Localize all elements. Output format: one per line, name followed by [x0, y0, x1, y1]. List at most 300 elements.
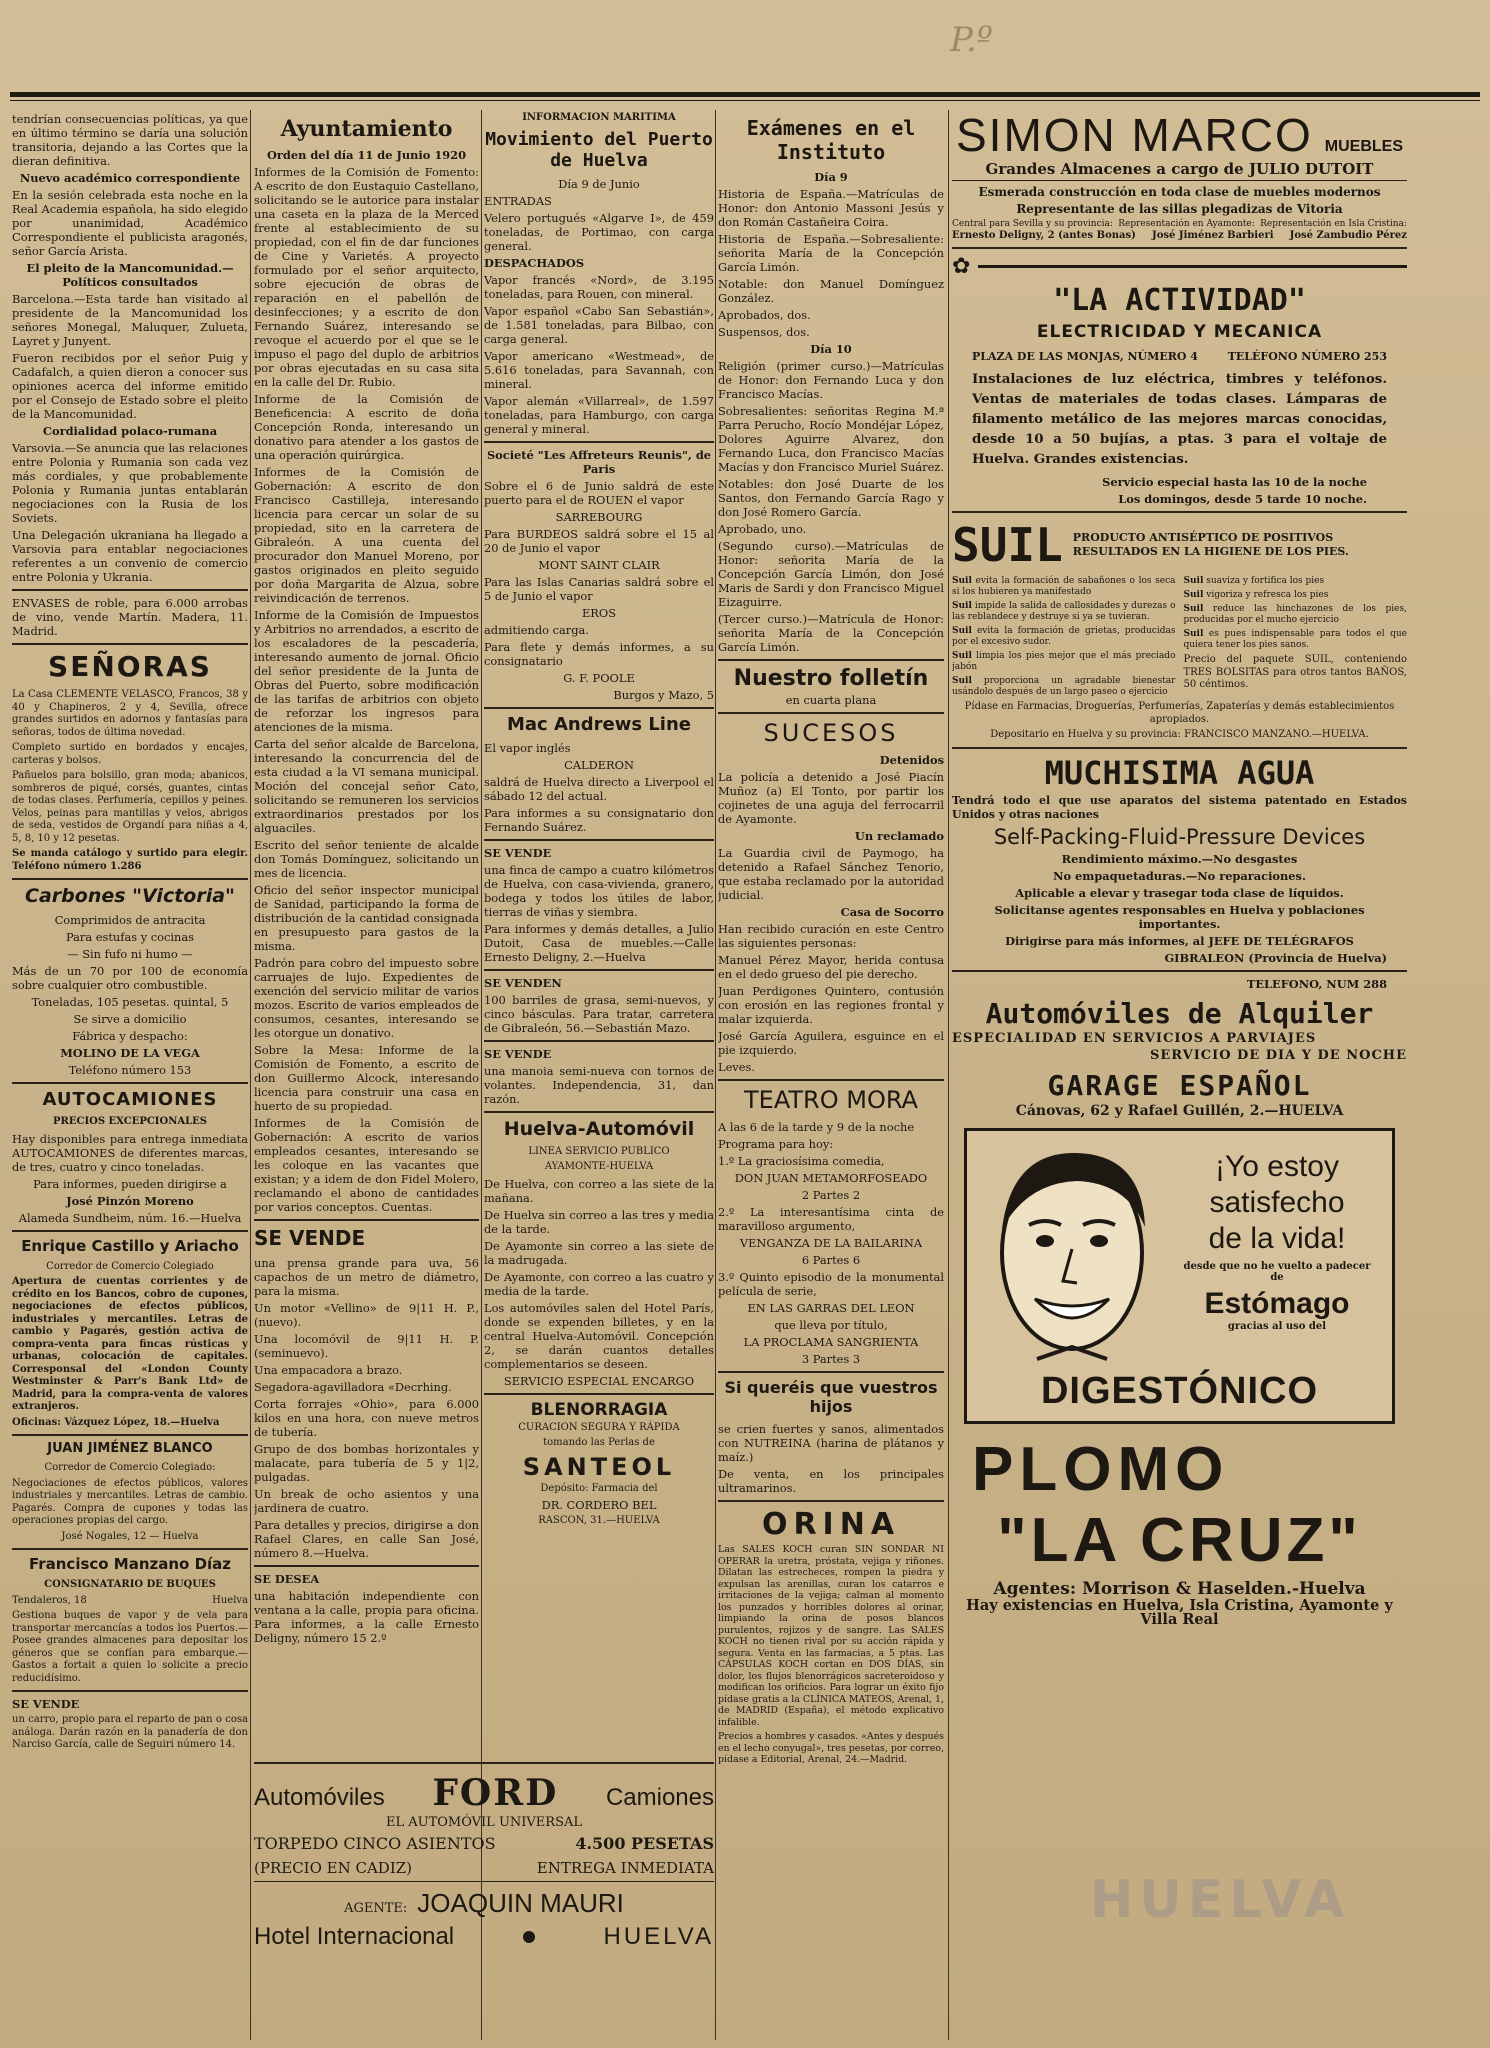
simon-agent: Ernesto Deligny, 2 (antes Bonas): [952, 230, 1136, 241]
ad-text: Sobre el 6 de Junio saldrá de este puerto para el de ROUEN el vapor: [484, 478, 714, 507]
ad-text: De venta, en los principales ultramarinos.: [718, 1467, 944, 1495]
ad-text: una finca de campo a cuatro kilómetros de Huelva, con casa-vivienda, granero, bodega y todos los útiles de labor, tierras de viñas y siembra.: [484, 862, 714, 919]
news-paragraph: Notable: don Manuel Domínguez González.: [718, 277, 944, 305]
actividad-phone: TELÉFONO NÚMERO 253: [1227, 350, 1387, 363]
ad-line: Burgos y Mazo, 5: [613, 687, 714, 702]
simon-header: [952, 108, 1407, 162]
news-paragraph: 3.º Quinto episodio de la monumental película de serie,: [718, 1270, 944, 1298]
dig-line: Estómago: [1204, 1286, 1350, 1320]
actividad-header: [952, 254, 1407, 279]
suil-word: Suil: [952, 676, 972, 686]
ford-price-note: (PRECIO EN CADIZ): [254, 1859, 413, 1877]
agua-line: No empaquetaduras.—No reparaciones.: [1053, 868, 1306, 883]
divider: [952, 247, 1407, 249]
news-paragraph: Juan Perdigones Quintero, contusión con erosión en las regiones frontal y malar izquierda.: [718, 984, 944, 1026]
plomo-agents: Agentes: Morrison & Haselden.-Huelva: [993, 1578, 1366, 1599]
news-headline: Nuevo académico correspondiente: [19, 171, 241, 185]
column-2: [254, 112, 479, 1762]
dig-line: ¡Yo estoy: [1215, 1149, 1339, 1183]
ad-line: Comprimidos de antracita: [54, 913, 206, 927]
ad-title: Carbones "Victoria": [25, 885, 235, 907]
subheading: DESPACHADOS: [484, 255, 585, 270]
suil-left: [952, 576, 1176, 701]
ad-title: JUAN JIMÉNEZ BLANCO: [47, 1441, 213, 1456]
ford-header: [254, 1772, 714, 1814]
ad-text: Para informes a su consignatario don Fernando Suárez.: [484, 805, 714, 834]
subheading: Detenidos: [879, 753, 944, 767]
actividad-subtitle: ELECTRICIDAD Y MECANICA: [1036, 322, 1323, 342]
simon-agents: [952, 219, 1407, 230]
program-item: que lleva por título,: [774, 1318, 888, 1332]
ad-text: De Ayamonte, con correo a las cuatro y media de la tarde.: [484, 1269, 714, 1298]
top-rule-thin: [10, 100, 1480, 101]
divider: [718, 1500, 944, 1502]
ad-title: Francisco Manzano Díaz: [28, 1555, 232, 1573]
auto-phone: TELEFONO, NUM 288: [1246, 976, 1387, 991]
ad-text: una prensa grande para uva, 56 capachos de un metro de diámetro, para la misma.: [254, 1256, 479, 1298]
simon-muebles: MUEBLES: [1324, 138, 1403, 155]
news-paragraph: Aprobado, uno.: [718, 522, 807, 536]
plomo-stock: Hay existencias en Huelva, Isla Cristina, Ayamonte y Villa Real: [966, 1596, 1393, 1628]
ad-text: Un motor «Vellino» de 9|11 H. P., (nuevo).: [254, 1301, 479, 1329]
ad-text: De Huelva sin correo a las tres y media de la tarde.: [484, 1207, 714, 1236]
agua-line: Tendrá todo el que use aparatos del sistema patentado en Estados Unidos y otras naciones: [952, 793, 1407, 821]
divider: [254, 1219, 479, 1221]
ad-text: La Casa CLEMENTE VELASCO, Francos, 38 y 40 y Chapineros, 2 y 4, Sevilla, ofrece grandes surtidos en adornos y fantasías para señoras, todos de última novedad.: [12, 689, 248, 738]
news-paragraph: Manuel Pérez Mayor, herida contusa en el dedo grueso del pie derecho.: [718, 953, 944, 981]
agua-line: Rendimiento máximo.—No desgastes: [1061, 851, 1298, 866]
divider: [12, 1434, 248, 1436]
divider: [718, 1371, 944, 1373]
ad-line: CALDERON: [564, 757, 634, 772]
column-1: [12, 112, 248, 2042]
suil-word: Suil: [1183, 629, 1204, 639]
ford-model: TORPEDO CINCO ASIENTOS: [254, 1834, 496, 1853]
agua-title: MUCHISIMA AGUA: [1044, 753, 1315, 792]
dig-line: de la vida!: [1208, 1221, 1346, 1255]
ad-line: LINEA SERVICIO PUBLICO: [528, 1145, 670, 1157]
ad-text: Se manda catálogo y surtido para elegir. Teléfono número 1.286: [12, 848, 248, 872]
actividad-service: Los domingos, desde 5 tarde 10 noche.: [1118, 492, 1367, 506]
divider: [12, 1548, 248, 1550]
ford-agent: JOAQUIN MAURI: [417, 1888, 624, 1918]
ad-text: 100 barriles de grasa, semi-nuevos, y cinco básculas. Para tratar, carretera de Gibraleón, 56.—Sebastián Mazo.: [484, 992, 714, 1035]
ad-title: SE DESEA: [254, 1572, 320, 1586]
column-divider: [715, 110, 716, 2040]
divider: [484, 1040, 714, 1042]
divider: [718, 659, 944, 661]
column-divider: [250, 110, 251, 2040]
divider: [484, 441, 714, 443]
divider: [12, 589, 248, 591]
ford-ad: [254, 1762, 714, 1984]
suil-word: Suil: [952, 576, 972, 586]
news-paragraph: Informe de la Comisión de Impuestos y Arbitrios no arrendados, a escrito de los escaladores de la pescadería, interesando aumento de jornal. Oficio del señor presidente de la Junta de Obras del Puerto, sobre modificación de las tarifas de arbitrios con objeto de reforzar los ingresos para atenciones de la misma.: [254, 608, 479, 734]
section-date: Día 9 de Junio: [558, 176, 640, 191]
news-paragraph: (Tercer curso.)—Matrícula de Honor: señorita María de la Concepción García Limón.: [718, 612, 944, 654]
ad-line: Toneladas, 105 pesetas. quintal, 5: [31, 995, 229, 1009]
ad-title: Huelva-Automóvil: [503, 1117, 695, 1140]
suil-word: Suil: [952, 651, 972, 661]
ad-line: Corredor de Comercio Colegiado:: [44, 1462, 216, 1473]
suil-sold: Pídase en Farmacias, Droguerías, Perfumerías, Zapaterías y demás establecimientos apropiados.: [964, 701, 1395, 725]
auto-subtitle: SERVICIO DE DIA Y DE NOCHE: [1149, 1047, 1407, 1063]
suil-word: Suil: [1183, 604, 1204, 614]
divider: [254, 1881, 714, 1882]
ad-line: RASCON, 31.—HUELVA: [538, 1515, 660, 1526]
ad-text: Completo surtido en bordados y encajes, carteras y bolsos.: [12, 742, 248, 766]
ad-line: MOLINO DE LA VEGA: [60, 1046, 200, 1060]
news-paragraph: Programa para hoy:: [718, 1137, 834, 1151]
suil-benefit: vigoriza y refresca los pies: [1206, 590, 1329, 600]
digestonico-brand: DIGESTÓNICO: [1040, 1369, 1319, 1412]
ad-line: Alameda Sundheim, núm. 16.—Huelva: [18, 1210, 242, 1225]
ford-price: 4.500 PESETAS: [575, 1834, 714, 1853]
section-title: SUCESOS: [763, 719, 899, 747]
news-headline: Cordialidad polaco-rumana: [42, 424, 218, 438]
suil-benefit: impide la salida de callosidades y durezas o las reblandece y destruye si ya se tuvieran.: [952, 601, 1176, 622]
section-title: Movimiento del Puerto de Huelva: [485, 128, 713, 171]
suil-body: [952, 576, 1407, 701]
suil-word: Suil: [952, 601, 972, 611]
actividad-title: "LA ACTIVIDAD": [1053, 283, 1306, 318]
ad-text: una habitación independiente con ventana a la calle, propia para oficina. Para informes, a la calle Ernesto Deligny, número 15 2.º: [254, 1589, 479, 1645]
divider: [718, 1079, 944, 1081]
ford-logo: FORD: [432, 1772, 559, 1814]
ford-agent-label: AGENTE:: [344, 1901, 408, 1916]
divider: [12, 1230, 248, 1232]
news-paragraph: Barcelona.—Esta tarde han visitado al presidente de la Mancomunidad los señores Monegal, Maluquer, Zulueta, Layret y Junyent.: [12, 292, 248, 348]
address-street: Tendaleros, 18: [12, 1594, 87, 1606]
actividad-service: Servicio especial hasta las 10 de la noche: [1102, 475, 1367, 489]
ford-hotel-row: [254, 1923, 714, 1951]
news-paragraph: A las 6 de la tarde y 9 de la noche: [718, 1120, 915, 1134]
agua-brand: Self-Packing-Fluid-Pressure Devices: [993, 824, 1366, 849]
suil-benefit: proporciona un agradable bienestar usándolo después de un largo paseo o ejercicio: [952, 676, 1176, 697]
ad-line: Para estufas y cocinas: [65, 930, 195, 944]
news-paragraph: Fueron recibidos por el señor Puig y Cadafalch, a quien dieron a conocer sus opiniones acerca del informe emitido por el Consejo de Estado sobre el pleito de la Mancomunidad.: [12, 351, 248, 421]
news-paragraph: Velero portugués «Algarve I», de 459 toneladas, de Portimao, con carga general.: [484, 210, 714, 253]
news-paragraph: Suspensos, dos.: [718, 325, 810, 339]
ad-title: BLENORRAGIA: [530, 1399, 668, 1420]
simon-agent-label: Representación en Isla Cristina:: [1260, 219, 1407, 229]
news-paragraph: Vapor español «Cabo San Sebastián», de 1.581 toneladas, para Bilbao, con carga general.: [484, 303, 714, 346]
ad-line: CONSIGNATARIO DE BUQUES: [44, 1579, 216, 1590]
digestonico-ad: [964, 1128, 1395, 1424]
divider: [484, 1111, 714, 1113]
simon-line: Representante de las sillas plegadizas de Vitoria: [1016, 202, 1343, 216]
suil-benefit: es pues indispensable para todos el que quiera tener los pies sanos.: [1183, 629, 1407, 650]
ad-text: Segadora-agavilladora «Decrhing.: [254, 1380, 452, 1394]
plomo-title: "LA CRUZ": [997, 1505, 1362, 1575]
ad-line: José Pinzón Moreno: [66, 1193, 194, 1208]
agua-line: Solicitanse agentes responsables en Huelva y poblaciones importantes.: [994, 902, 1365, 931]
ad-title: SE VENDE: [484, 1046, 552, 1061]
ad-text: Pañuelos para bolsillo, gran moda; abanicos, sombreros de piqué, corsés, guantes, cintas de todas clases. Perfumería, cepillos y peines. Velos, peinas para mantillas y velos, abrigos de seda, vestidos de Organdí para niñas a 4, 5, 8, 10 y 12 pesetas.: [12, 770, 248, 844]
simon-subtitle: Grandes Almacenes a cargo de JULIO DUTOIT: [985, 160, 1374, 178]
ad-text: Los automóviles salen del Hotel París, donde se expenden billetes, y en la central Huelva-Automóvil. Concepción 2, se darán cuantos detalles complementarios se deseen.: [484, 1300, 714, 1371]
dig-line: gracias al uso del: [1227, 1320, 1327, 1332]
ad-title: SE VENDE: [484, 845, 552, 860]
ad-text: El vapor inglés: [484, 740, 571, 755]
section-date: Día 9: [814, 170, 848, 184]
ad-text: Gestiona buques de vapor y de vela para transportar mercancías a todos los Puertos.—Posee grandes almacenes para depositar los géneros que se confían para embarque.—Gastos a fortait a quien lo solicite a precio reducidísimo.: [12, 1610, 248, 1684]
program-item: DON JUAN METAMORFOSEADO: [734, 1171, 928, 1185]
divider: [484, 707, 714, 709]
news-paragraph: Una Delegación ukraniana ha llegado a Varsovia para entablar negociaciones referentes a un convenio de comercio entre Polonia y Ukrania.: [12, 528, 248, 584]
dig-line: desde que no he vuelto a padecer de: [1183, 1260, 1371, 1283]
ad-text: Para las Islas Canarias saldrá sobre el 5 de Junio el vapor: [484, 574, 714, 603]
ad-text: Grupo de dos bombas horizontales y malacate, para tubería de 5 y 1|2, pulgadas.: [254, 1442, 479, 1484]
suil-benefit: suaviza y fortifica los pies: [1206, 576, 1325, 586]
classified-ad: ENVASES de roble, para 6.000 arrobas de vino, vende Martín. Madera, 11. Madrid.: [12, 596, 248, 638]
program-item: EN LAS GARRAS DEL LEON: [747, 1301, 915, 1315]
suil-benefit: limpia los pies mejor que el más preciado jabón: [952, 651, 1176, 672]
column-3: [484, 112, 714, 1762]
digestonico-text: [1177, 1149, 1377, 1332]
ad-line: PRECIOS EXCEPCIONALES: [53, 1116, 207, 1127]
ad-line: Corredor de Comercio Colegiado: [46, 1260, 214, 1272]
news-paragraph: Historia de España.—Matrículas de Honor: don Antonio Massoni Jesús y don Román Castañeira Coira.: [718, 187, 944, 229]
ad-line: Más de un 70 por 100 de economía sobre cualquier otro combustible.: [12, 964, 248, 992]
suil-word: Suil: [1183, 576, 1204, 586]
news-paragraph: Notables: don José Duarte de los Santos, don Fernando García Rago y don José Romero García.: [718, 477, 944, 519]
simon-agent-label: Central para Sevilla y su provincia:: [952, 219, 1113, 229]
ad-line: [12, 1595, 248, 1608]
divider: [952, 747, 1407, 749]
news-paragraph: En la sesión celebrada esta noche en la Real Academia española, ha sido elegido por unanimidad, Académico Correspondiente el publicista aragonés, señor García Arista.: [12, 188, 248, 258]
divider: [254, 1565, 479, 1567]
program-item: 2 Partes 2: [801, 1188, 861, 1202]
suil-depositary: Depositario en Huelva y su provincia: FRANCISCO MANZANO.—HUELVA.: [990, 729, 1369, 740]
ford-line: Camiones: [605, 1784, 714, 1811]
suil-title: SUIL: [952, 518, 1063, 572]
news-paragraph: tendrían consecuencias políticas, ya que en último término se daría una solución transitoria, dejando a las Cortes que la dieran definitiva.: [12, 112, 248, 168]
ad-text: Corta forrajes «Ohio», para 6.000 kilos en una hora, con nueve metros de tubería.: [254, 1397, 479, 1439]
divider: [484, 839, 714, 841]
suil-right: [1184, 576, 1408, 701]
column-divider: [948, 110, 949, 2040]
news-paragraph: José García Aguilera, esguince en el pie izquierdo.: [718, 1029, 944, 1057]
ad-text: Negociaciones de efectos públicos, valores industriales y mercantiles. Letras de cambio. Pagarés. Compra de cupones y todas las operaciones propias del cargo.: [12, 1477, 248, 1526]
ford-row: [254, 1834, 714, 1853]
ad-title: Societé "Les Affreteurs Reunis", de Paris: [486, 447, 712, 476]
news-headline: El pleito de la Mancomunidad.—Políticos consultados: [26, 261, 234, 289]
agua-line: Dirigirse para más informes, al JEFE DE TELÉGRAFOS: [1005, 933, 1354, 948]
simon-agent-label: Representación en Ayamonte:: [1118, 219, 1255, 229]
ad-line: AYAMONTE-HUELVA: [544, 1161, 654, 1172]
ad-text: Apertura de cuentas corrientes y de crédito en los Bancos, cobro de cupones, negociaciones de efectos públicos, industriales y mercantiles. Letras de cambio y Pagarés, gestión activa de compra-venta para fincas rústicas y urbanas, colocación de capitales. Corresponsal del «London County Westminster & Parr's Bank Ltd» de Madrid, para la compra-venta de valores extranjeros.: [12, 1276, 248, 1412]
ad-text: se crien fuertes y sanos, alimentados con NUTREINA (harina de plátanos y maíz.): [718, 1422, 944, 1464]
subheading: Un reclamado: [854, 829, 944, 843]
ad-line: tomando las Perlas de: [543, 1437, 655, 1448]
ad-title: SE VENDE: [254, 1226, 366, 1250]
suil-benefit: evita la formación de sabañones o los seca si los hubieren ya manifestado: [952, 576, 1176, 597]
subheading: Casa de Socorro: [840, 905, 944, 919]
ad-text: Para BURDEOS saldrá sobre el 15 al 20 de Junio el vapor: [484, 526, 714, 555]
section-subtitle: Orden del día 11 de Junio 1920: [266, 148, 467, 162]
news-paragraph: Leves.: [718, 1060, 755, 1074]
program-item: 3 Partes 3: [801, 1352, 861, 1366]
divider: [484, 1393, 714, 1395]
news-paragraph: Padrón para cobro del impuesto sobre carruajes de lujo. Expedientes de exención del servicio militar de varios mozos. Escrito de varios empleados de consumos, cesantes, interesando se les otorgue un donativo.: [254, 956, 479, 1040]
section-subtitle: en cuarta plana: [785, 693, 877, 707]
section-title: Nuestro folletín: [733, 666, 929, 691]
suil-word: Suil: [1183, 590, 1204, 600]
divider: [718, 712, 944, 714]
garage-title: GARAGE ESPAÑOL: [1047, 1068, 1312, 1102]
archive-watermark: HUELVA: [1090, 1870, 1351, 1930]
agua-line: GIBRALEON (Provincia de Huelva): [1164, 950, 1387, 965]
ad-title: Enrique Castillo y Ariacho: [21, 1236, 239, 1255]
divider: [952, 970, 1407, 972]
news-paragraph: 1.º La graciosísima comedia,: [718, 1154, 885, 1168]
news-paragraph: Aprobados, dos.: [718, 308, 811, 322]
suil-headline: PRODUCTO ANTISÉPTICO DE POSITIVOS RESULTADOS EN LA HIGIENE DE LOS PIES.: [1072, 531, 1349, 558]
dig-line: satisfecho: [1209, 1185, 1345, 1219]
section-title: Ayuntamiento: [280, 116, 453, 142]
ad-line: Para informes, pueden dirigirse a: [33, 1176, 227, 1191]
ad-text: Una empacadora a brazo.: [254, 1363, 403, 1377]
ford-delivery: ENTREGA INMEDIATA: [536, 1859, 714, 1877]
agua-line: Aplicable a elevar y trasegar toda clase de líquidos.: [1015, 885, 1344, 900]
ad-title: AUTOCAMIONES: [42, 1089, 218, 1110]
divider: [952, 180, 1407, 181]
column-divider: [481, 110, 482, 2040]
actividad-text: Instalaciones de luz eléctrica, timbres y teléfonos. Ventas de materiales de todas clases. Lámparas de filamento metálico de las mejores marcas conocidas, desde 10 a 50 bujías, a ptas. 3 para el voltaje de Huelva. Grandes existencias.: [972, 371, 1387, 467]
ad-line: SERVICIO ESPECIAL ENCARGO: [503, 1373, 695, 1388]
ad-line: G. F. POOLE: [563, 670, 635, 685]
suil-header: [952, 518, 1407, 572]
divider: [12, 643, 248, 645]
ad-line: Teléfono número 153: [68, 1063, 192, 1077]
ad-line: SARREBOURG: [555, 509, 643, 524]
news-paragraph: (Segundo curso).—Matrículas de Honor: señorita María de la Concepción García Limón, don José Maris de Sardi y don Francisco Miguel Eizaguirre.: [718, 539, 944, 609]
ad-line: Oficinas: Vázquez López, 18.—Huelva: [12, 1416, 220, 1428]
ad-line: Depósito: Farmacia del: [540, 1482, 658, 1494]
suil-word: Suil: [952, 626, 972, 636]
program-item: VENGANZA DE LA BAILARINA: [739, 1236, 923, 1250]
ad-line: DR. CORDERO BEL: [541, 1498, 657, 1512]
news-paragraph: 2.º La interesantísima cinta de maravilloso argumento,: [718, 1205, 944, 1233]
column-5: [952, 108, 1407, 2038]
news-paragraph: Informe de la Comisión de Beneficencia: A escrito de doña Concepción Ronda, interesando un donativo para atender a los gastos de una operación quirúrgica.: [254, 392, 479, 462]
ford-agent-row: [254, 1888, 714, 1919]
ad-title: ORINA: [761, 1507, 901, 1542]
section-date: Día 10: [810, 342, 852, 356]
man-illustration: [977, 1141, 1167, 1371]
news-paragraph: La policía a detenido a José Piacín Muñoz (a) El Tonto, por partir los cojinetes de una aguja del ferrocarril de Ayamonte.: [718, 770, 944, 826]
ad-title: Mac Andrews Line: [507, 713, 691, 735]
ad-line: José Nogales, 12 — Huelva: [61, 1530, 199, 1542]
suil-benefit: evita la formación de grietas, producidas por el excesivo sudor.: [952, 626, 1176, 647]
bullet-icon: [523, 1931, 535, 1943]
ad-title: SEÑORAS: [48, 650, 212, 683]
ad-line: EROS: [581, 605, 617, 620]
ford-line: Automóviles: [254, 1784, 385, 1811]
ad-text: Hay disponibles para entrega inmediata AUTOCAMIONES de diferentes marcas, de tres, cuatro y cinco toneladas.: [12, 1131, 248, 1174]
news-paragraph: Carta del señor alcalde de Barcelona, interesando la concurrencia del de esta ciudad a la VI semana municipal. Moción del concejal señor Cato, solicitando se remuneren los servicios extraordinarios prestados por los alguaciles.: [254, 737, 479, 835]
ad-title: SE VENDE: [12, 1697, 80, 1711]
ad-line: Fábrica y despacho:: [72, 1029, 188, 1043]
ad-line: CURACION SEGURA Y RÁPIDA: [518, 1421, 680, 1433]
news-paragraph: Informes de la Comisión de Gobernación: A escrito de varios empleados cesantes, interesando se les coloque en las vacantes que existan; y a idem de don Fidel Molero, reclamando el abono de cantidades por varios conceptos. Cuentas.: [254, 1116, 479, 1214]
program-item: 6 Partes 6: [801, 1253, 861, 1267]
ford-subtitle: EL AUTOMÓVIL UNIVERSAL: [385, 1815, 582, 1830]
section-title: Exámenes en el Instituto: [746, 116, 916, 164]
ad-text: De Ayamonte sin correo a las siete de la madrugada.: [484, 1238, 714, 1267]
simon-line: Esmerada construcción en toda clase de muebles modernos: [978, 185, 1381, 199]
ad-text: una manoia semi-nueva con tornos de volantes. Independencia, 31, dan razón.: [484, 1063, 714, 1106]
address-city: Huelva: [212, 1594, 248, 1606]
ad-text: un carro, propio para el reparto de pan o cosa análoga. Darán razón en la panadería de don Narciso García, calle de Seguiri número 14.: [12, 1714, 248, 1750]
simon-agent: José Zambudio Pérez: [1289, 230, 1407, 241]
brand-name: SANTEOL: [522, 1452, 676, 1481]
ad-text: De Huelva, con correo a las siete de la mañana.: [484, 1176, 714, 1205]
auto-subtitle: ESPECIALIDAD EN SERVICIOS A PARVIAJES: [952, 1030, 1317, 1046]
ford-city: HUELVA: [603, 1923, 714, 1950]
news-paragraph: Sobre la Mesa: Informe de la Comisión de Fomento, a escrito de don Guillermo Alcock, interesando licencia para construir una casa en huerto de su propiedad.: [254, 1043, 479, 1113]
news-paragraph: Oficio del señor inspector municipal de Sanidad, participando la forma de distribución de la cantidad consignada en presupuesto para gastos de la misma.: [254, 883, 479, 953]
column-4: [718, 112, 944, 2042]
subheading: ENTRADAS: [484, 193, 552, 208]
suil-benefit: reduce las hinchazones de los pies, producidas por el mucho ejercicio: [1183, 604, 1407, 625]
simon-agents: [952, 230, 1407, 242]
ford-hotel: Hotel Internacional: [254, 1923, 455, 1950]
divider: [12, 878, 248, 880]
ad-line: MONT SAINT CLAIR: [538, 557, 660, 572]
garage-address: Cánovas, 62 y Rafael Guillén, 2.—HUELVA: [1015, 1102, 1344, 1119]
auto-title: Automóviles de Alquiler: [985, 996, 1374, 1030]
news-paragraph: La Guardia civil de Paymogo, ha detenido a Rafael Sánchez Tenorio, que estaba reclamado por la autoridad judicial.: [718, 846, 944, 902]
actividad-address: PLAZA DE LAS MONJAS, NÚMERO 4: [972, 350, 1198, 363]
ford-row: [254, 1859, 714, 1877]
news-paragraph: Religión (primer curso.)—Matrículas de Honor: don Fernando Luca y don Francisco Macías.: [718, 359, 944, 401]
flower-icon: ✿: [952, 254, 971, 279]
ad-text: Para informes y demás detalles, a Julio Dutoit, Casa de muebles.—Calle Ernesto Deligny, 2.—Huelva: [484, 921, 714, 964]
news-paragraph: Informes de la Comisión de Gobernación: A escrito de don Francisco Castilleja, interesando licencia para cercar un solar de su propiedad, sito en la carretera de Gibraleón. A una cuenta del procurador don Manuel Moreno, por gastos originados en pleito seguido por doña Margarita de Alzua, sobre reivindicación de terrenos.: [254, 465, 479, 605]
program-item: LA PROCLAMA SANGRIENTA: [743, 1335, 919, 1349]
news-paragraph: Han recibido curación en este Centro las siguientes personas:: [718, 922, 944, 950]
divider: [484, 969, 714, 971]
divider: [12, 1082, 248, 1084]
plomo-title: PLOMO: [972, 1434, 1230, 1504]
news-paragraph: Sobresalientes: señoritas Regina M.ª Parra Perucho, Rocío Mondéjar López, Dolores Aguirre Alvarez, don Fernando Luca, don Francisco Macías Macías y don Francisco Muriel Suárez.: [718, 404, 944, 474]
actividad-contact: [972, 350, 1387, 363]
ad-text: admitiendo carga.: [484, 622, 589, 637]
news-paragraph: Vapor alemán «Villarreal», de 1.597 toneladas, para Hamburgo, con carga general y mineral.: [484, 393, 714, 436]
ad-text: Precios a hombres y casados. «Antes y después en el lecho conyugal», tres pesetas, por correo, pídase a Editorial, Arenal, 24.—Madrid.: [718, 1731, 944, 1765]
suil-price: Precio del paquete SUIL, conteniendo TRES BOLSITAS para otros tantos BAÑOS, 50 céntimos.: [1183, 654, 1407, 690]
section-title: TEATRO MORA: [744, 1086, 918, 1114]
ad-line: Se sirve a domicilio: [73, 1012, 187, 1026]
ad-title: SE VENDEN: [484, 975, 562, 990]
news-paragraph: Vapor americano «Westmead», de 5.616 toneladas, para Savannah, con mineral.: [484, 348, 714, 391]
ad-text: Una locomóvil de 9|11 H. P. (seminuevo).: [254, 1332, 479, 1360]
ad-text: Para flete y demás informes, a su consignatario: [484, 639, 714, 668]
ad-text: saldrá de Huelva directo a Liverpool el sábado 12 del actual.: [484, 774, 714, 803]
news-paragraph: Varsovia.—Se anuncia que las relaciones entre Polonia y Rumania son cada vez más cordiales, y que probablemente Polonia y Rumania juntas entablarán negociaciones con la Rusia de los Soviets.: [12, 441, 248, 525]
ad-title: Si queréis que vuestros hijos: [724, 1378, 938, 1416]
ad-text: Para detalles y precios, dirigirse a don Rafael Clares, en calle San José, número 8.—Huelva.: [254, 1518, 479, 1560]
page-folio: P.º: [950, 20, 993, 60]
top-rule: [10, 92, 1480, 97]
news-paragraph: Escrito del señor teniente de alcalde don Tomás Domínguez, solicitando un mes de licencia.: [254, 838, 479, 880]
ad-line: — Sin fufo ni humo —: [67, 947, 193, 961]
ad-text: Las SALES KOCH curan SIN SONDAR NI OPERAR la uretra, próstata, vejiga y riñones. Dilatan las estrecheces, rompen la piedra y expulsan las arenillas, curan los catarros e irritaciones de la vejiga; calman al momento los punzados y horribles dolores al orinar, limpiando la orina de posos blancos purulentos, rojizos y de sangre. Las SALES KOCH no tienen rival por su acción rápida y segura. Venta en las farmacias, a 5 ptas. Las CÁPSULAS KOCH cortan en DOS DÍAS, sin dolor, los flujos blenorrágicos sacreteroidoso y modifican los orificios. Para lograr un éxito fijo pídase gratis a la CLÍNICA MATEOS, Arenal, 1, de MADRID (España), el método explicativo infalible.: [718, 1544, 944, 1728]
news-paragraph: Vapor francés «Nord», de 3.195 toneladas, para Rouen, con mineral.: [484, 272, 714, 301]
divider: [12, 1690, 248, 1692]
